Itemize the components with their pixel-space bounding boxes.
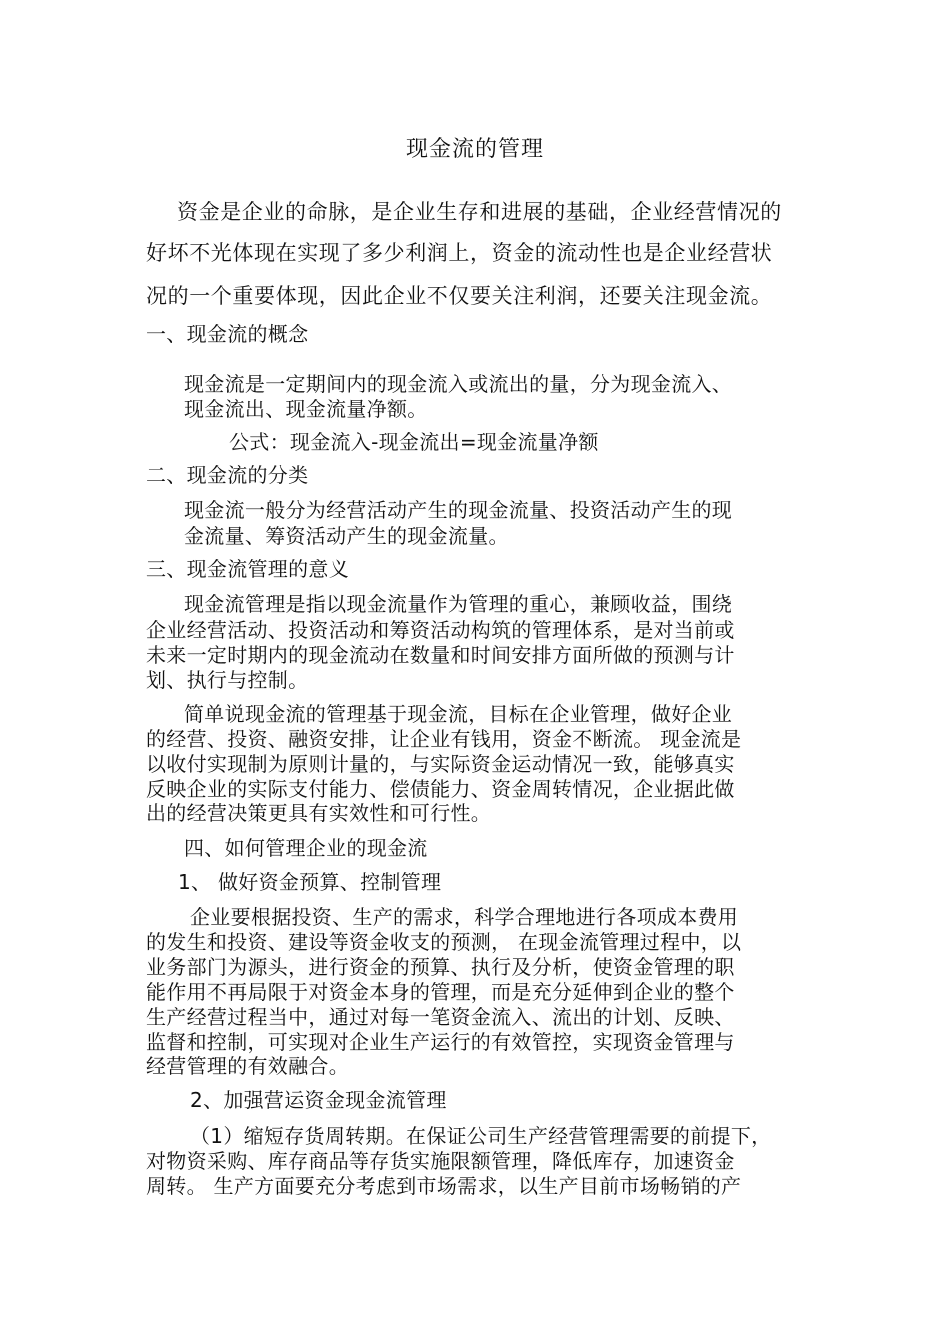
- section-4-1-line-1: 企业要根据投资、生产的需求，科学合理地进行各项成本费用: [190, 905, 739, 929]
- section-2-line-1: 现金流一般分为经营活动产生的现金流量、投资活动产生的现: [184, 498, 733, 522]
- section-3-p2-line-2: 的经营、投资、融资安排，让企业有钱用，资金不断流。 现金流是: [146, 727, 742, 751]
- section-4-1-line-7: 经营管理的有效融合。: [146, 1054, 349, 1078]
- section-4-2-line-1: （1）缩短存货周转期。在保证公司生产经营管理需要的前提下，: [190, 1124, 772, 1148]
- document-title: 现金流的管理: [405, 137, 544, 162]
- section-3-heading: 三、现金流管理的意义: [146, 557, 349, 581]
- section-2-heading: 二、现金流的分类: [146, 463, 309, 487]
- section-3-p2-line-4: 反映企业的实际支付能力、偿债能力、资金周转情况，企业据此做: [146, 777, 735, 801]
- section-1-line-1: 现金流是一定期间内的现金流入或流出的量，分为现金流入、: [184, 372, 733, 396]
- section-3-p2-line-3: 以收付实现制为原则计量的，与实际资金运动情况一致，能够真实: [146, 752, 735, 776]
- section-3-p1-line-3: 未来一定时期内的现金流动在数量和时间安排方面所做的预测与计: [146, 643, 735, 667]
- section-3-p1-line-1: 现金流管理是指以现金流量作为管理的重心，兼顾收益，围绕: [184, 592, 733, 616]
- section-4-heading: 四、如何管理企业的现金流: [184, 836, 428, 860]
- section-3-p1-line-4: 划、执行与控制。: [146, 668, 309, 692]
- section-3-p1-line-2: 企业经营活动、投资活动和筹资活动构筑的管理体系，是对当前或: [146, 618, 735, 642]
- section-1-line-2: 现金流出、现金流量净额。: [184, 397, 428, 421]
- section-2-line-2: 金流量、筹资活动产生的现金流量。: [184, 524, 509, 548]
- intro-line-1: 资金是企业的命脉，是企业生存和进展的基础，企业经营情况的: [177, 200, 782, 224]
- section-4-1-line-2: 的发生和投资、建设等资金收支的预测， 在现金流管理过程中，以: [146, 930, 742, 954]
- section-4-2-line-2: 对物资采购、库存商品等存货实施限额管理，降低库存，加速资金: [146, 1149, 735, 1173]
- section-1-formula: 公式：现金流入-现金流出=现金流量净额: [229, 430, 599, 454]
- section-4-1-line-5: 生产经营过程当中，通过对每一笔资金流入、流出的计划、反映、: [146, 1005, 735, 1029]
- section-4-1-line-4: 能作用不再局限于对资金本身的管理，而是充分延伸到企业的整个: [146, 980, 735, 1004]
- section-4-1-line-6: 监督和控制，可实现对企业生产运行的有效管控，实现资金管理与: [146, 1030, 735, 1054]
- section-4-1-line-3: 业务部门为源头，进行资金的预算、执行及分析，使资金管理的职: [146, 955, 735, 979]
- intro-line-3: 况的一个重要体现，因此企业不仅要关注利润，还要关注现金流。: [146, 284, 773, 308]
- section-3-p2-line-1: 简单说现金流的管理基于现金流，目标在企业管理，做好企业: [184, 702, 733, 726]
- section-4-1-heading: 1、 做好资金预算、控制管理: [178, 870, 442, 894]
- intro-line-2: 好坏不光体现在实现了多少利润上，资金的流动性也是企业经营状: [146, 241, 773, 265]
- section-1-heading: 一、现金流的概念: [146, 322, 309, 346]
- section-4-2-line-3: 周转。 生产方面要充分考虑到市场需求，以生产目前市场畅销的产: [146, 1174, 742, 1198]
- section-3-p2-line-5: 出的经营决策更具有实效性和可行性。: [146, 801, 492, 825]
- section-4-2-heading: 2、加强营运资金现金流管理: [190, 1088, 447, 1112]
